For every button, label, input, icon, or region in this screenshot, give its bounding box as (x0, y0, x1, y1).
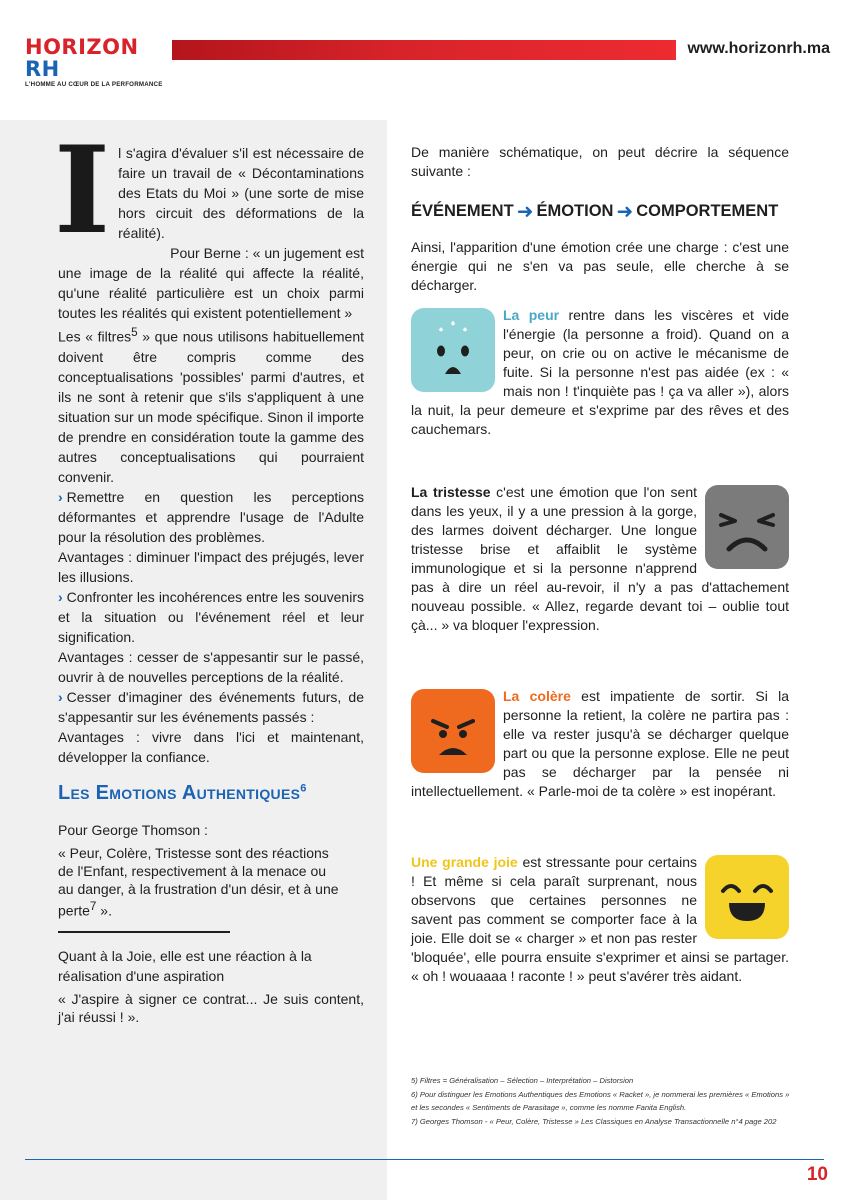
logo-horizon: HORIZON (25, 35, 139, 59)
logo-tagline: L'HOMME AU CŒUR DE LA PERFORMANCE (25, 81, 163, 88)
colere-text: est impatiente de sortir. Si la personne la retient, la colère ne partira pas : elle va rester jusqu'à se décharger quelque part ou que la personne explose. Elle ne peut pas se décharger par la pensée ni intellectuellement. « Parle-moi de ta colère » est inopérant. (411, 688, 789, 799)
emotion-colere (411, 687, 789, 801)
sequence-evenement: ÉVÉNEMENT (411, 202, 514, 220)
chevron-right-icon: › (58, 588, 63, 605)
emotion-sequence (411, 199, 791, 224)
bullet-2-advantages: Avantages : cesser de s'appesantir sur le passé, ouvrir à de nouvelles perceptions de la réalité. (58, 648, 364, 685)
footer-line (25, 1159, 824, 1160)
logo-rh: RH (25, 57, 60, 81)
section-title-text: Les Emotions Authentiques (58, 782, 301, 804)
footnotes (411, 1074, 796, 1128)
footnote-ref-6: 6 (300, 782, 307, 795)
filtres-text-b: » que nous utilisons habituellement doivent être compris comme des conceptualisations 'possibles' parmi d'autres, et ils ne sont à retenir que s'ils s'appliquent à une situation sur un mode spécifique. Sinon il importe de prendre en considération toute la gamme des autres conceptualisations qui pourraient convenir. (58, 328, 364, 485)
arrow-right-icon: ➜ (616, 201, 634, 223)
section-title-emotions (58, 782, 307, 805)
keyword-joie: Une grande joie (411, 854, 518, 870)
drop-cap: I (54, 120, 111, 261)
sequence-intro: De manière schématique, on peut décrire la séquence suivante : (411, 144, 789, 179)
emotion-peur (411, 306, 789, 439)
joie-definition: Quant à la Joie, elle est une réaction à la réalisation d'une aspiration (58, 948, 312, 984)
sequence-emotion: ÉMOTION (536, 202, 614, 220)
sequence-comportement: COMPORTEMENT (636, 202, 779, 220)
paragraph-berne: Pour Berne : « un jugement est une image de la réalité qui affecte la réalité, qu'une réalité particulière est un choix parmi toutes les réalités qui existent potentiellement » (58, 245, 364, 321)
footnote-6: 6) Pour distinguer les Emotions Authentiques des Emotions « Racket », je nommerai les premières « Emotions » et les secondes « Sentiments de Parasitage », comme les nomme Fanita English. (411, 1089, 790, 1112)
bullet-3-text: Cesser d'imaginer des événements futurs, de s'appesantir sur les événements passés : (58, 688, 364, 725)
happy-face-icon (705, 855, 789, 939)
angry-face-icon (411, 689, 495, 773)
emotion-joie (411, 853, 789, 986)
bullet-item-1 (58, 487, 364, 547)
thomson-intro: Pour George Thomson : (58, 822, 208, 838)
paragraph-decontamination: l s'agira d'évaluer s'il est nécessaire de faire un travail de « Décontaminations des Etats du Moi » (une sorte de mise hors circuit des déformations de la réalité). (118, 145, 364, 241)
arrow-right-icon: ➜ (516, 201, 534, 223)
bullet-item-2 (58, 587, 364, 647)
footnote-5: 5) Filtres = Généralisation – Sélection – Interprétation – Distorsion (411, 1076, 634, 1085)
logo-wordmark (25, 36, 175, 80)
bullet-1-text: Remettre en question les perceptions déformantes et apprendre l'usage de l'Adulte pour la résolution des problèmes. (58, 488, 364, 545)
sad-face-icon (705, 485, 789, 569)
chevron-right-icon: › (58, 688, 63, 705)
bullet-item-3 (58, 687, 364, 727)
emotion-tristesse (411, 483, 789, 635)
page-number: 10 (806, 1164, 828, 1185)
paragraph-filtres (58, 323, 364, 487)
keyword-tristesse: La tristesse (411, 484, 491, 500)
joie-quote: « J'aspire à signer ce contrat... Je suis content, j'ai réussi ! ». (58, 991, 364, 1025)
keyword-colere: La colère (503, 688, 571, 704)
footnote-7: 7) Georges Thomson - « Peur, Colère, Tristesse » Les Classiques en Analyse Transactionnelle n°4 page 202 (411, 1116, 777, 1126)
left-column-text (54, 120, 364, 767)
peur-text: rentre dans les viscères et vide l'énergie (la personne a froid). Quand on a peur, on crie ou on active le mécanisme de fuite. Si la personne n'est pas aidée (ex : « mais non ! t'inquiète pas ! ça va aller »), alors la nuit, la peur demeure et s'exprime par des rêves et des cauchemars. (411, 307, 789, 437)
site-url[interactable]: www.horizonrh.ma (687, 40, 830, 57)
thomson-quote (58, 844, 340, 920)
bullet-1-advantages: Avantages : diminuer l'impact des préjugés, lever les illusions. (58, 548, 364, 585)
footnote-ref-7: 7 (89, 900, 97, 913)
footnote-ref-5: 5 (131, 326, 138, 339)
quote1-text-a: « Peur, Colère, Tristesse sont des réactions de l'Enfant, respectivement à la menace ou au danger, à la frustration d'un désir, et à une perte (58, 845, 339, 919)
joie-text: est stressante pour certains ! Et même si cela paraît surprenant, nous observons que certaines personnes ne savent pas comment se comporter face à la joie. Elle doit se « charger » et non pas rester 'bloquée', elle pourra ensuite s'exprimer et ainsi se partager. « oh ! wouaaaa ! raconte ! » peut s'avérer très aidant. (411, 854, 789, 984)
filtres-text-a: Les « filtres (58, 328, 132, 345)
charge-paragraph: Ainsi, l'apparition d'une émotion crée une charge : c'est une énergie qui ne s'en va pas seule, elle cherche à se décharger. (411, 239, 789, 293)
tristesse-text: c'est une émotion que l'on sent dans les yeux, il y a une pression à la gorge, des larmes doivent décharger. Une longue tristesse brise et affaiblit le système immunologique et si la personne n'apprend pas à dire un réel au-revoir, il n'y a pas d'attachement nouveau possible. « Allez, regarde devant toi – oublie tout çà... » va bloquer l'expression. (411, 484, 789, 633)
fear-face-icon (411, 308, 495, 392)
bullet-2-text: Confronter les incohérences entre les souvenirs et la situation ou l'événement réel et leur signification. (58, 588, 364, 645)
keyword-peur: La peur (503, 307, 560, 323)
header-red-bar (172, 40, 676, 60)
brand-logo (25, 36, 175, 88)
section-divider (58, 931, 230, 933)
chevron-right-icon: › (58, 488, 63, 505)
quote1-text-b: ». (96, 902, 112, 919)
bullet-3-advantages: Avantages : vivre dans l'ici et maintenant, développer la confiance. (58, 728, 364, 765)
